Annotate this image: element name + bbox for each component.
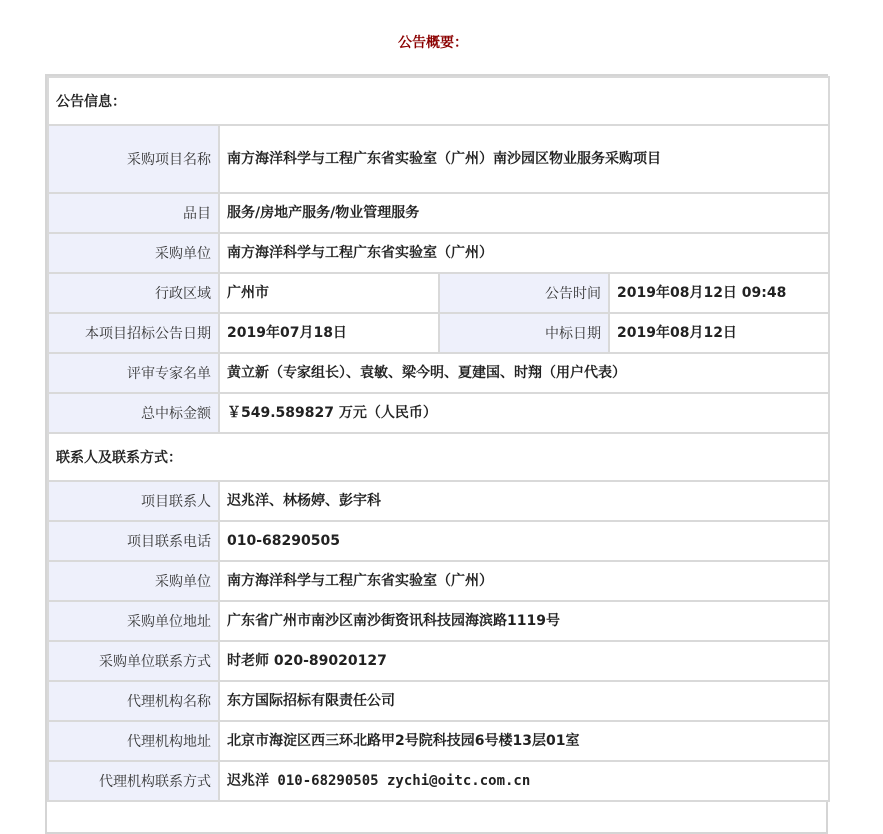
table-row: [48, 761, 829, 801]
buyer-address-value: 广东省广州市南沙区南沙街资讯科技园海滨路1119号: [219, 601, 829, 641]
table-row: [48, 193, 829, 233]
experts-value: 黄立新（专家组长）、袁敏、梁今明、夏建国、时翔（用户代表）: [219, 353, 829, 393]
agency-address-value: 北京市海淀区西三环北路甲2号院科技园6号楼13层01室: [219, 721, 829, 761]
table-row: [48, 481, 829, 521]
agency-name-label: 代理机构名称: [48, 681, 219, 721]
table-row: [48, 521, 829, 561]
table-row: [48, 641, 829, 681]
category-label: 品目: [48, 193, 219, 233]
table-row: [48, 393, 829, 433]
amount-value: ￥549.589827 万元（人民币）: [219, 393, 829, 433]
agency-contact-label: 代理机构联系方式: [48, 761, 219, 801]
buyer-label: 采购单位: [48, 233, 219, 273]
tender-date-label: 本项目招标公告日期: [48, 313, 219, 353]
award-date-label: 中标日期: [439, 313, 609, 353]
buyer-contact-label: 采购单位联系方式: [48, 641, 219, 681]
section-announcement-info: 公告信息：: [48, 77, 829, 125]
table-row: [48, 561, 829, 601]
buyer2-label: 采购单位: [48, 561, 219, 601]
agency-address-label: 代理机构地址: [48, 721, 219, 761]
project-name-label: 采购项目名称: [48, 125, 219, 193]
announce-time-label: 公告时间: [439, 273, 609, 313]
contact-person-label: 项目联系人: [48, 481, 219, 521]
table-row: [48, 233, 829, 273]
table-row: [48, 273, 829, 313]
agency-contact-value: 迟兆洋 010-68290505 zychi@oitc.com.cn: [219, 761, 829, 801]
buyer-address-label: 采购单位地址: [48, 601, 219, 641]
table-row: [48, 681, 829, 721]
announcement-table: [47, 76, 830, 802]
tender-date-value: 2019年07月18日: [219, 313, 439, 353]
award-date-value: 2019年08月12日: [609, 313, 829, 353]
table-row: [48, 313, 829, 353]
contact-phone-label: 项目联系电话: [48, 521, 219, 561]
amount-label: 总中标金额: [48, 393, 219, 433]
announce-time-value: 2019年08月12日 09:48: [609, 273, 829, 313]
page-title: 公告概要：: [398, 35, 468, 51]
buyer2-value: 南方海洋科学与工程广东省实验室（广州）: [219, 561, 829, 601]
region-value: 广州市: [219, 273, 439, 313]
category-value: 服务/房地产服务/物业管理服务: [219, 193, 829, 233]
agency-name-value: 东方国际招标有限责任公司: [219, 681, 829, 721]
region-label: 行政区域: [48, 273, 219, 313]
table-row: [48, 721, 829, 761]
contact-person-value: 迟兆洋、林杨婷、彭宇科: [219, 481, 829, 521]
buyer-value: 南方海洋科学与工程广东省实验室（广州）: [219, 233, 829, 273]
contact-phone-value: 010-68290505: [219, 521, 829, 561]
table-row: [48, 601, 829, 641]
table-row: [48, 353, 829, 393]
section-contact-info: 联系人及联系方式：: [48, 433, 829, 481]
project-name-value: 南方海洋科学与工程广东省实验室（广州）南沙园区物业服务采购项目: [219, 125, 829, 193]
table-row: [48, 125, 829, 193]
experts-label: 评审专家名单: [48, 353, 219, 393]
buyer-contact-value: 时老师 020-89020127: [219, 641, 829, 681]
